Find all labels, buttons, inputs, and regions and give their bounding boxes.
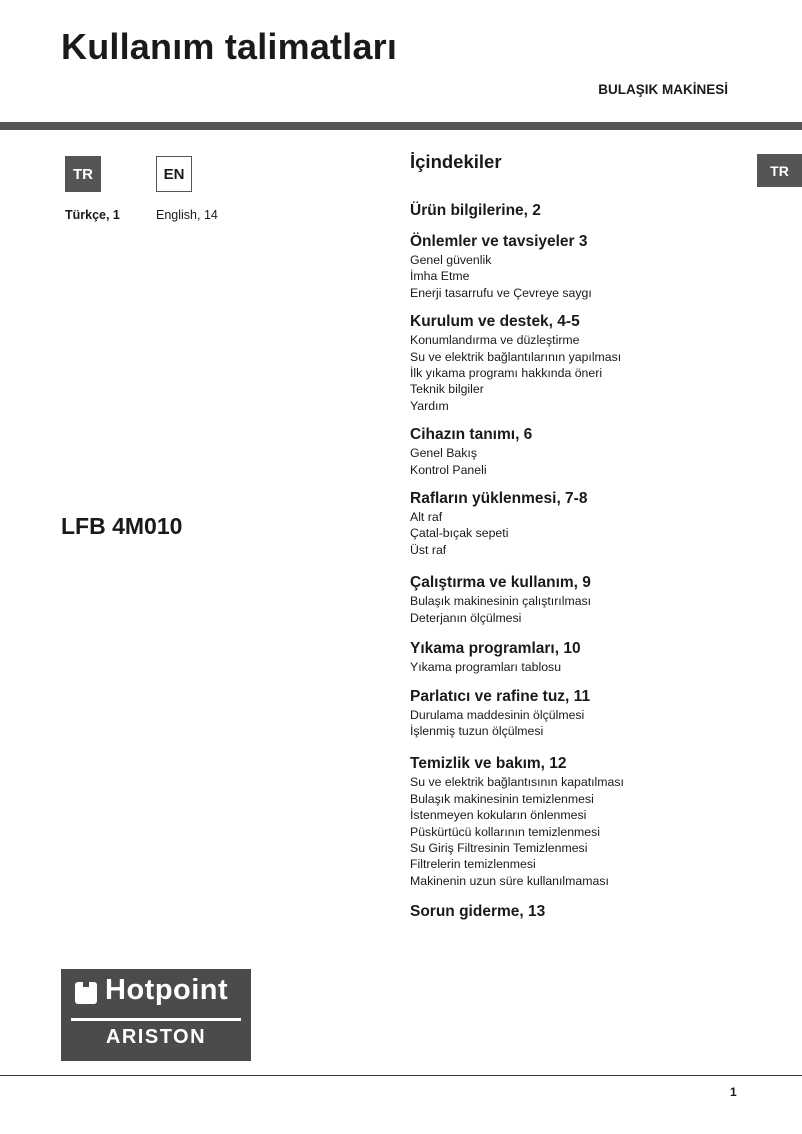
- logo-sub-text: ARISTON: [105, 1026, 207, 1048]
- toc-section-title[interactable]: Rafların yüklenmesi, 7-8: [410, 490, 588, 508]
- language-tab-en[interactable]: EN: [156, 156, 192, 192]
- toc-section-title[interactable]: Sorun giderme, 13: [410, 903, 546, 921]
- logo-mark-icon: [75, 982, 97, 1004]
- toc-subsection[interactable]: İşlenmiş tuzun ölçülmesi: [410, 723, 544, 738]
- toc-subsection[interactable]: Su Giriş Filtresinin Temizlenmesi: [410, 840, 588, 855]
- language-label-en: English, 14: [156, 208, 218, 222]
- toc-section: [410, 687, 750, 740]
- toc-section-title[interactable]: Yıkama programları, 10: [410, 640, 581, 658]
- toc-subsection[interactable]: İmha Etme: [410, 269, 470, 284]
- toc-subsection[interactable]: Alt raf: [410, 510, 443, 525]
- toc-section: [410, 425, 750, 478]
- toc-subsection[interactable]: Enerji tasarrufu ve Çevreye saygı: [410, 285, 592, 300]
- side-language-tab: TR: [757, 154, 802, 187]
- brand-logo: [61, 969, 251, 1061]
- toc-subsection[interactable]: Yardım: [410, 398, 449, 413]
- toc-section: [410, 902, 750, 922]
- toc-section-title[interactable]: Önlemler ve tavsiyeler 3: [410, 233, 588, 250]
- model-number: LFB 4M010: [61, 513, 183, 539]
- toc-section-title[interactable]: Parlatıcı ve rafine tuz, 11: [410, 687, 591, 705]
- language-label-tr: Türkçe, 1: [65, 208, 120, 222]
- toc-section-title[interactable]: Cihazın tanımı, 6: [410, 426, 533, 444]
- toc-subsection[interactable]: Konumlandırma ve düzleştirme: [410, 333, 580, 348]
- toc-subsection[interactable]: Bulaşık makinesinin çalıştırılması: [410, 594, 592, 609]
- toc-subsection[interactable]: Genel Bakış: [410, 446, 477, 461]
- toc-subsection[interactable]: Üst raf: [410, 542, 447, 557]
- toc-section: [410, 639, 750, 675]
- toc-section: [410, 573, 750, 626]
- toc-subsection[interactable]: Yıkama programları tablosu: [410, 660, 562, 675]
- toc-subsection[interactable]: Durulama maddesinin ölçülmesi: [410, 707, 585, 722]
- footer-divider: [0, 1075, 802, 1076]
- toc-heading: İçindekiler: [410, 151, 502, 172]
- page-subtitle: BULAŞIK MAKİNESİ: [598, 82, 728, 97]
- toc-subsection[interactable]: İstenmeyen kokuların önlenmesi: [410, 808, 587, 823]
- toc-section-title[interactable]: Ürün bilgilerine, 2: [410, 202, 541, 219]
- toc-section: [410, 754, 750, 889]
- toc-subsection[interactable]: Deterjanın ölçülmesi: [410, 610, 522, 625]
- logo-brand-text: Hotpoint: [105, 974, 229, 1006]
- page-title: Kullanım talimatları: [61, 26, 398, 67]
- toc-subsection[interactable]: Makinenin uzun süre kullanılmaması: [410, 873, 609, 888]
- toc-subsection[interactable]: Teknik bilgiler: [410, 382, 484, 397]
- toc-section: [410, 232, 750, 301]
- toc-section-title[interactable]: Temizlik ve bakım, 12: [410, 755, 567, 773]
- toc-subsection[interactable]: Su ve elektrik bağlantısının kapatılması: [410, 775, 624, 790]
- toc-section: [410, 312, 750, 414]
- toc-section: [410, 201, 750, 221]
- toc-section: [410, 489, 750, 558]
- toc-subsection[interactable]: Kontrol Paneli: [410, 462, 487, 477]
- page-number: 1: [730, 1085, 737, 1099]
- toc-subsection[interactable]: İlk yıkama programı hakkında öneri: [410, 366, 603, 381]
- logo-divider: [71, 1018, 241, 1021]
- toc-subsection[interactable]: Çatal-bıçak sepeti: [410, 526, 509, 541]
- header-divider-bar: [0, 122, 802, 130]
- toc-subsection[interactable]: Genel güvenlik: [410, 253, 492, 267]
- toc-section-title[interactable]: Kurulum ve destek, 4-5: [410, 313, 580, 331]
- language-tab-tr[interactable]: TR: [65, 156, 101, 192]
- toc-subsection[interactable]: Bulaşık makinesinin temizlenmesi: [410, 791, 594, 806]
- toc-subsection[interactable]: Filtrelerin temizlenmesi: [410, 857, 536, 872]
- toc-subsection[interactable]: Püskürtücü kollarının temizlenmesi: [410, 824, 600, 839]
- toc-section-title[interactable]: Çalıştırma ve kullanım, 9: [410, 574, 591, 592]
- toc-subsection[interactable]: Su ve elektrik bağlantılarının yapılması: [410, 349, 622, 364]
- table-of-contents: [410, 201, 750, 922]
